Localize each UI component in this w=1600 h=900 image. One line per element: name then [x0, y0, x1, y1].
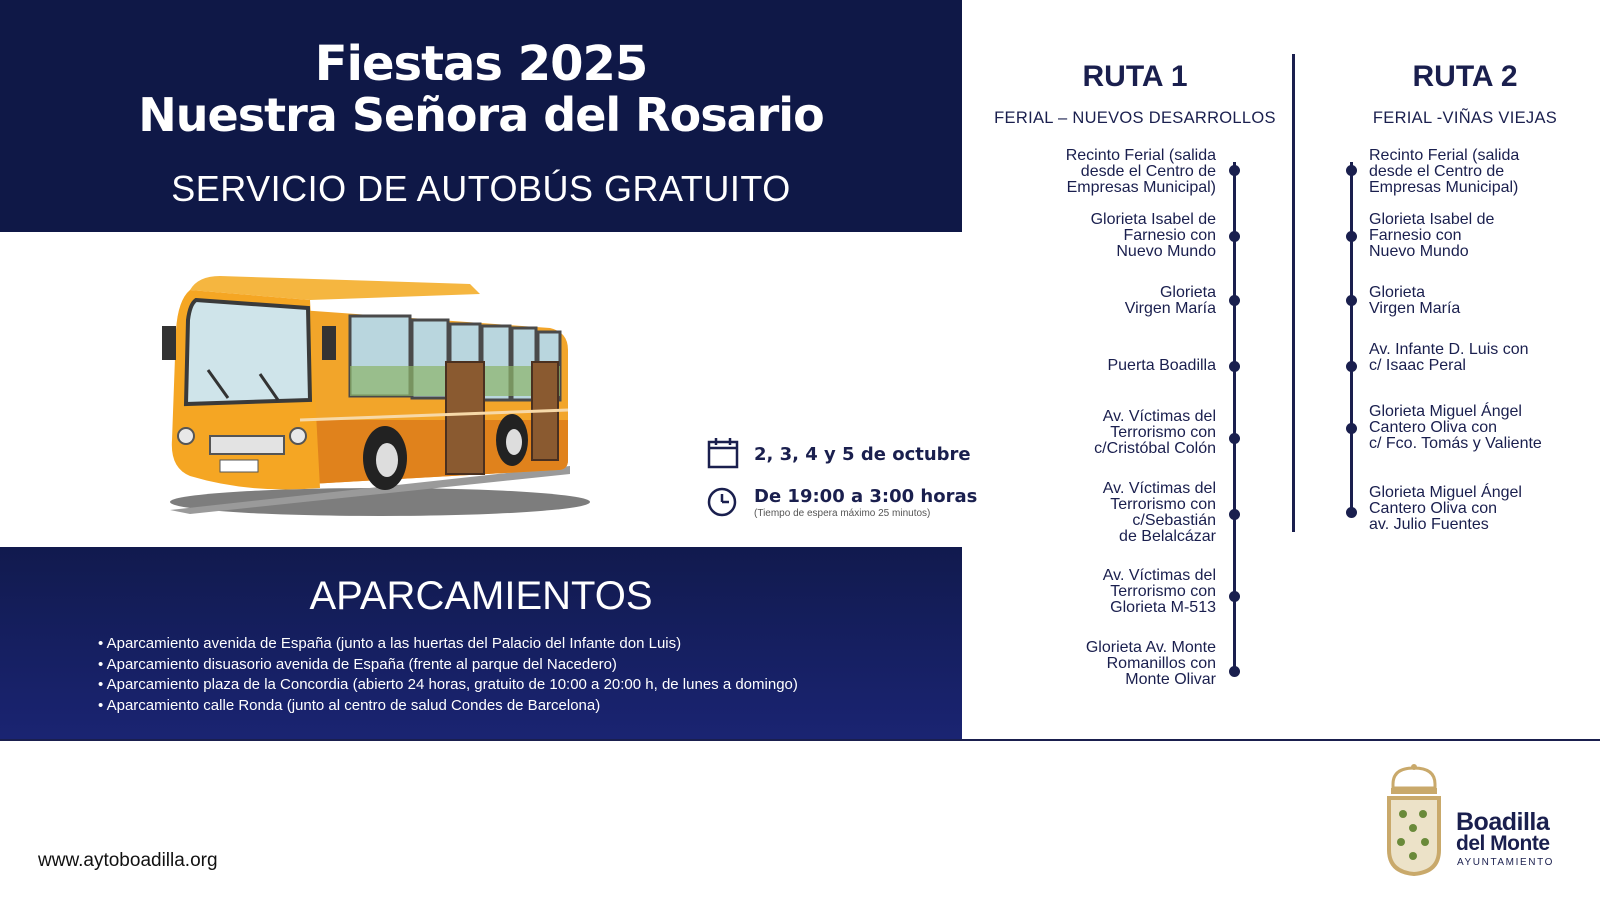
- logo-name-line2: del Monte: [1456, 832, 1550, 855]
- route-divider: [1292, 54, 1295, 532]
- parking-item: • Aparcamiento disuasorio avenida de España (frente al parque del Nacedero): [98, 655, 798, 676]
- stop-label-line: Virgen María: [1124, 300, 1216, 317]
- route2-title: RUTA 2: [1412, 60, 1518, 93]
- route1-stop: [976, 640, 1216, 688]
- bus-illustration: [150, 270, 590, 530]
- stop-label-line: Av. Víctimas del: [1102, 567, 1216, 584]
- route1-stop: [976, 148, 1216, 196]
- website-link[interactable]: www.aytoboadilla.org: [38, 850, 218, 871]
- page-title-line2: Nuestra Señora del Rosario: [138, 88, 824, 142]
- route1-subtitle: FERIAL – NUEVOS DESARROLLOS: [994, 109, 1276, 127]
- route1-stop: [976, 212, 1216, 260]
- stop-label-line: Empresas Municipal): [1369, 179, 1519, 196]
- stop-label-line: Nuevo Mundo: [1116, 243, 1216, 260]
- route2-stop-dot: [1346, 507, 1357, 518]
- parking-item: • Aparcamiento plaza de la Concordia (abierto 24 horas, gratuito de 10:00 a 20:00 h, de lunes a domingo): [98, 675, 798, 696]
- route2-stop: [1369, 285, 1599, 317]
- stop-label-line: desde el Centro de: [1369, 163, 1505, 180]
- route1-stop: [976, 409, 1216, 457]
- route1-stop: [976, 568, 1216, 616]
- stop-label-line: Av. Víctimas del: [1102, 408, 1216, 425]
- stop-label-line: de Belalcázar: [1119, 528, 1216, 545]
- municipal-crest-logo: [1385, 764, 1443, 876]
- route2-stop: [1369, 485, 1599, 533]
- route2-line: [1350, 162, 1353, 508]
- route1-stop-dot: [1229, 666, 1240, 677]
- stop-label-line: Glorieta Miguel Ángel: [1369, 403, 1522, 420]
- stop-label-line: c/Cristóbal Colón: [1094, 440, 1216, 457]
- route1-stop: [976, 481, 1216, 545]
- stop-label-line: Recinto Ferial (salida: [1369, 147, 1520, 164]
- page-title-line1: Fiestas 2025: [314, 36, 648, 92]
- stop-label-line: Puerta Boadilla: [1107, 357, 1216, 374]
- stop-label-line: Terrorismo con: [1110, 496, 1216, 513]
- route2-stop: [1369, 148, 1599, 196]
- stop-label-line: Farnesio con: [1369, 227, 1462, 244]
- footer-divider: [0, 739, 1600, 741]
- stop-label-line: Glorieta: [1159, 284, 1216, 301]
- stop-label-line: Monte Olivar: [1125, 671, 1216, 688]
- stop-label-line: c/ Isaac Peral: [1369, 357, 1466, 374]
- stop-label-line: Cantero Oliva con: [1369, 500, 1498, 517]
- stop-label-line: Av. Infante D. Luis con: [1369, 341, 1529, 358]
- route2-stop-dot: [1346, 295, 1357, 306]
- stop-label-line: av. Julio Fuentes: [1369, 516, 1489, 533]
- route1-stop-dot: [1229, 165, 1240, 176]
- calendar-icon: [706, 436, 740, 470]
- stop-label-line: Romanillos con: [1106, 655, 1216, 672]
- logo-name-line1: Boadilla: [1456, 808, 1550, 836]
- route1-stop-dot: [1229, 509, 1240, 520]
- stop-label-line: Terrorismo con: [1110, 583, 1216, 600]
- stop-label-line: Farnesio con: [1123, 227, 1216, 244]
- route2-stop-dot: [1346, 165, 1357, 176]
- page-subtitle: SERVICIO DE AUTOBÚS GRATUITO: [171, 168, 791, 209]
- event-dates: 2, 3, 4 y 5 de octubre: [754, 444, 971, 465]
- stop-label-line: Cantero Oliva con: [1369, 419, 1498, 436]
- stop-label-line: c/Sebastián: [1132, 512, 1216, 529]
- route1-stop-dot: [1229, 231, 1240, 242]
- clock-icon: [706, 486, 738, 518]
- route2-stop: [1369, 342, 1599, 374]
- route1-stop: [976, 358, 1216, 374]
- stop-label-line: Terrorismo con: [1110, 424, 1216, 441]
- stop-label-line: Glorieta: [1369, 284, 1426, 301]
- stop-label-line: desde el Centro de: [1080, 163, 1216, 180]
- stop-label-line: Empresas Municipal): [1066, 179, 1216, 196]
- route1-title: RUTA 1: [1082, 60, 1188, 93]
- parking-item: • Aparcamiento avenida de España (junto a las huertas del Palacio del Infante don Luis): [98, 634, 798, 655]
- route1-stop-dot: [1229, 295, 1240, 306]
- stop-label-line: c/ Fco. Tomás y Valiente: [1369, 435, 1542, 452]
- route2-stop: [1369, 212, 1599, 260]
- route1-stop: [976, 285, 1216, 317]
- route1-stop-dot: [1229, 591, 1240, 602]
- parking-list: [98, 634, 798, 716]
- logo-subtitle: AYUNTAMIENTO: [1457, 857, 1554, 868]
- stop-label-line: Av. Víctimas del: [1102, 480, 1216, 497]
- service-hours: De 19:00 a 3:00 horas: [754, 486, 978, 507]
- stop-label-line: Glorieta M-513: [1110, 599, 1216, 616]
- route1-stop-dot: [1229, 361, 1240, 372]
- parking-item: • Aparcamiento calle Ronda (junto al centro de salud Condes de Barcelona): [98, 696, 798, 717]
- stop-label-line: Virgen María: [1369, 300, 1461, 317]
- stop-label-line: Glorieta Isabel de: [1090, 211, 1216, 228]
- stop-label-line: Glorieta Isabel de: [1369, 211, 1495, 228]
- wait-time-note: (Tiempo de espera máximo 25 minutos): [754, 508, 931, 519]
- stop-label-line: Glorieta Av. Monte: [1085, 639, 1216, 656]
- route1-stop-dot: [1229, 433, 1240, 444]
- stop-label-line: Recinto Ferial (salida: [1065, 147, 1216, 164]
- stop-label-line: Nuevo Mundo: [1369, 243, 1469, 260]
- stop-label-line: Glorieta Miguel Ángel: [1369, 484, 1522, 501]
- route2-stop-dot: [1346, 231, 1357, 242]
- route2-stop-dot: [1346, 361, 1357, 372]
- route2-stop-dot: [1346, 423, 1357, 434]
- parking-title: APARCAMIENTOS: [309, 574, 653, 618]
- route2-stop: [1369, 404, 1599, 452]
- route2-subtitle: FERIAL -VIÑAS VIEJAS: [1372, 109, 1558, 127]
